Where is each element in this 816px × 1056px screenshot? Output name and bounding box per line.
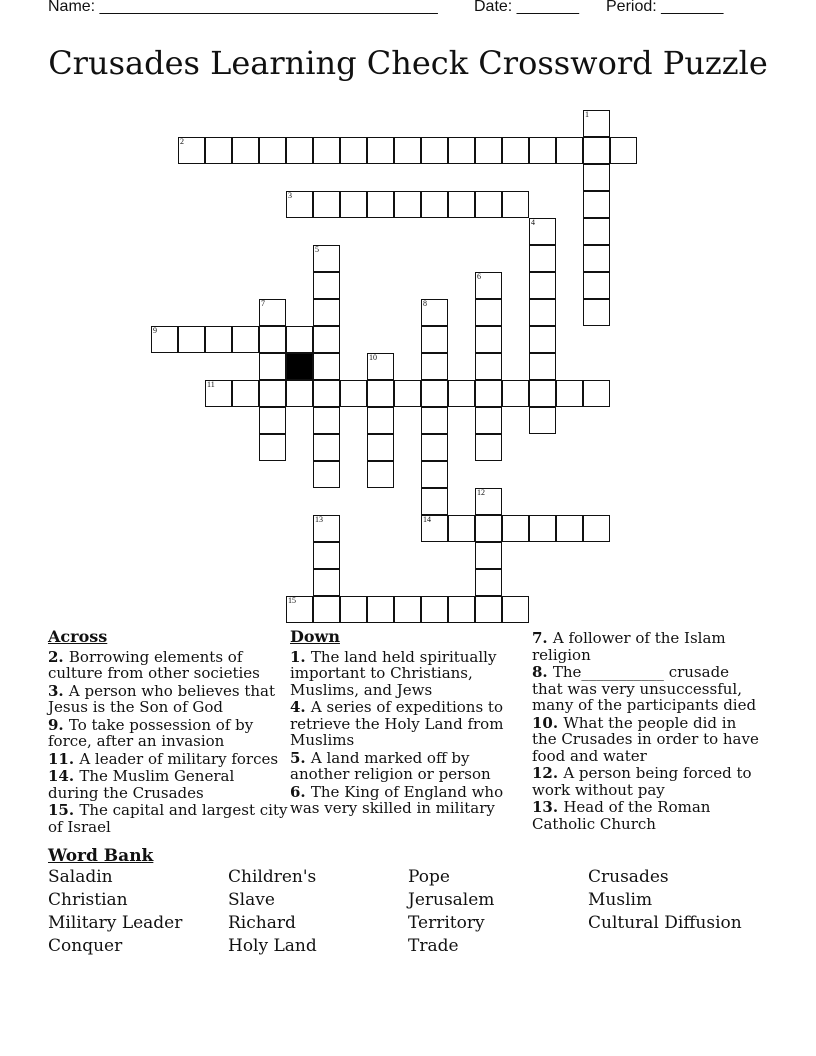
crossword-cell[interactable] <box>313 326 340 353</box>
crossword-cell[interactable] <box>475 299 502 326</box>
crossword-cell[interactable] <box>313 461 340 488</box>
clue-number: 3 <box>288 191 292 200</box>
crossword-cell[interactable] <box>205 137 232 164</box>
crossword-cell[interactable] <box>421 515 448 542</box>
clue-text: The Muslim General during the Crusades <box>48 767 235 802</box>
crossword-cell[interactable] <box>232 137 259 164</box>
clue-number: 8. <box>532 663 553 681</box>
crossword-cell[interactable] <box>394 596 421 623</box>
crossword-cell[interactable] <box>259 434 286 461</box>
word-bank-word: Muslim <box>588 890 653 910</box>
crossword-cell[interactable] <box>259 380 286 407</box>
crossword-cell[interactable] <box>259 299 286 326</box>
clue-item <box>48 768 288 801</box>
crossword-cell[interactable] <box>394 137 421 164</box>
clue-text: The___________ crusade that was very unsuccessful, many of the participants died <box>532 663 757 714</box>
crossword-cell[interactable] <box>502 380 529 407</box>
word-bank-word: Crusades <box>588 867 669 887</box>
crossword-cell[interactable] <box>529 218 556 245</box>
crossword-cell[interactable] <box>367 596 394 623</box>
crossword-cell[interactable] <box>367 407 394 434</box>
clue-text: A person being forced to work without pay <box>532 764 752 799</box>
clue-number: 10. <box>532 713 564 732</box>
crossword-cell[interactable] <box>529 380 556 407</box>
crossword-cell[interactable] <box>286 137 313 164</box>
crossword-cell[interactable] <box>313 542 340 569</box>
crossword-cell[interactable] <box>529 137 556 164</box>
crossword-cell[interactable] <box>421 299 448 326</box>
clue-number: 13 <box>315 515 323 524</box>
crossword-cell[interactable] <box>448 515 475 542</box>
crossword-cell[interactable] <box>475 596 502 623</box>
clue-number: 5. <box>290 748 311 767</box>
crossword-cell[interactable] <box>475 326 502 353</box>
clue-text: The land held spiritually important to Christians, Muslims, and Jews <box>290 647 497 699</box>
crossword-cell[interactable] <box>529 326 556 353</box>
clue-item <box>290 784 518 817</box>
clue-number: 1. <box>290 647 311 666</box>
clue-item <box>290 750 518 783</box>
crossword-cell[interactable] <box>259 326 286 353</box>
crossword-cell[interactable] <box>583 299 610 326</box>
crossword-cell[interactable] <box>313 515 340 542</box>
crossword-cell[interactable] <box>286 326 313 353</box>
clue-number: 2. <box>48 647 69 666</box>
crossword-cell[interactable] <box>529 245 556 272</box>
clue-text: Borrowing elements of culture from other societies <box>48 647 260 682</box>
clue-item <box>48 683 288 716</box>
crossword-cell[interactable] <box>178 326 205 353</box>
clue-text: The King of England who was very skilled in military <box>290 782 504 817</box>
crossword-cell[interactable] <box>583 191 610 218</box>
clue-text: The capital and largest city of Israel <box>48 801 288 836</box>
crossword-cell[interactable] <box>313 245 340 272</box>
clue-number: 11 <box>207 380 215 389</box>
crossword-cell[interactable] <box>421 137 448 164</box>
clue-number: 8 <box>423 299 427 308</box>
crossword-cell[interactable] <box>421 326 448 353</box>
clue-number: 12 <box>477 488 485 497</box>
crossword-cell[interactable] <box>475 191 502 218</box>
crossword-cell[interactable] <box>313 569 340 596</box>
crossword-cell[interactable] <box>340 137 367 164</box>
clue-text: A leader of military forces <box>79 749 279 768</box>
crossword-cell[interactable] <box>475 407 502 434</box>
crossword-cell[interactable] <box>367 191 394 218</box>
crossword-cell[interactable] <box>259 407 286 434</box>
down-clue-list <box>290 649 518 817</box>
crossword-cell[interactable] <box>313 353 340 380</box>
clue-number: 4 <box>531 218 535 227</box>
clue-text: A land marked off by another religion or person <box>290 748 491 783</box>
across-clue-list <box>48 649 288 836</box>
clue-number: 9. <box>48 715 69 734</box>
clue-item <box>532 799 762 832</box>
crossword-cell[interactable] <box>286 596 313 623</box>
clue-text: A series of expeditions to retrieve the Holy Land from Muslims <box>290 698 504 749</box>
crossword-cell[interactable] <box>475 434 502 461</box>
down-heading: Down <box>290 627 340 646</box>
clue-number: 6. <box>290 782 311 801</box>
clue-number: 1 <box>585 110 589 119</box>
crossword-cell[interactable] <box>529 515 556 542</box>
clue-item <box>532 715 762 765</box>
crossword-cell[interactable] <box>340 191 367 218</box>
word-bank <box>48 867 788 967</box>
clue-item <box>48 751 288 768</box>
crossword-cell[interactable] <box>475 272 502 299</box>
crossword-cell[interactable] <box>421 461 448 488</box>
crossword-cell[interactable] <box>475 515 502 542</box>
word-bank-word: Cultural Diffusion <box>588 913 742 933</box>
period-field-label[interactable]: Period: _______ <box>606 0 724 15</box>
crossword-cell[interactable] <box>475 542 502 569</box>
crossword-cell[interactable] <box>583 245 610 272</box>
crossword-cell[interactable] <box>610 137 637 164</box>
crossword-cell[interactable] <box>448 191 475 218</box>
clue-item <box>48 802 288 835</box>
clue-item <box>532 765 762 798</box>
crossword-cell[interactable] <box>421 380 448 407</box>
page-title: Crusades Learning Check Crossword Puzzle <box>48 44 768 82</box>
crossword-cell[interactable] <box>313 299 340 326</box>
clue-number: 10 <box>369 353 377 362</box>
crossword-cell[interactable] <box>367 380 394 407</box>
crossword-cell[interactable] <box>205 380 232 407</box>
across-clues <box>48 629 288 836</box>
down-clue-list-continued <box>532 630 762 832</box>
clue-number: 6 <box>477 272 481 281</box>
clue-number: 11. <box>48 749 80 768</box>
crossword-cell[interactable] <box>556 380 583 407</box>
crossword-cell[interactable] <box>502 596 529 623</box>
crossword-cell[interactable] <box>313 434 340 461</box>
word-bank-word: Conquer <box>48 936 123 956</box>
word-bank-word: Jerusalem <box>408 890 495 910</box>
crossword-cell[interactable] <box>259 353 286 380</box>
clue-number: 3. <box>48 681 69 700</box>
crossword-cell[interactable] <box>502 515 529 542</box>
crossword-cell[interactable] <box>448 380 475 407</box>
clue-number: 2 <box>180 137 184 146</box>
crossword-cell[interactable] <box>286 191 313 218</box>
crossword-cell[interactable] <box>421 407 448 434</box>
crossword-black-cell <box>286 353 313 380</box>
crossword-cell[interactable] <box>394 191 421 218</box>
crossword-cell[interactable] <box>151 326 178 353</box>
crossword-cell[interactable] <box>286 380 313 407</box>
clue-number: 7. <box>532 629 553 647</box>
clue-item <box>48 649 288 682</box>
crossword-cell[interactable] <box>367 434 394 461</box>
clue-number: 15 <box>288 596 296 605</box>
across-heading: Across <box>48 627 108 646</box>
crossword-cell[interactable] <box>583 380 610 407</box>
word-bank-word: Richard <box>228 913 296 933</box>
crossword-cell[interactable] <box>259 137 286 164</box>
word-bank-word: Saladin <box>48 867 113 887</box>
crossword-cell[interactable] <box>475 353 502 380</box>
crossword-cell[interactable] <box>502 137 529 164</box>
clue-number: 14 <box>423 515 431 524</box>
crossword-cell[interactable] <box>205 326 232 353</box>
word-bank-word: Slave <box>228 890 275 910</box>
date-field-label[interactable]: Date: _______ <box>474 0 579 15</box>
clue-item <box>532 664 762 714</box>
clue-text: A person who believes that Jesus is the Son of God <box>48 681 276 716</box>
clue-number: 14. <box>48 767 80 785</box>
clue-item <box>290 649 518 699</box>
crossword-cell[interactable] <box>502 191 529 218</box>
crossword-cell[interactable] <box>448 596 475 623</box>
crossword-cell[interactable] <box>313 407 340 434</box>
name-field-label[interactable]: Name: ______________________________________ <box>48 0 438 15</box>
crossword-cell[interactable] <box>421 353 448 380</box>
down-clues-continued <box>532 630 762 833</box>
crossword-cell[interactable] <box>448 137 475 164</box>
clue-item <box>532 630 762 663</box>
crossword-cell[interactable] <box>313 191 340 218</box>
clue-text: To take possession of by force, after an invasion <box>48 715 254 750</box>
crossword-cell[interactable] <box>529 353 556 380</box>
word-bank-word: Trade <box>408 936 459 956</box>
crossword-cell[interactable] <box>583 272 610 299</box>
clue-number: 4. <box>290 698 311 716</box>
clue-text: Head of the Roman Catholic Church <box>532 798 711 833</box>
word-bank-word: Children's <box>228 867 317 887</box>
crossword-cell[interactable] <box>583 218 610 245</box>
clue-number: 12. <box>532 764 564 782</box>
crossword-cell[interactable] <box>232 326 259 353</box>
clue-number: 5 <box>315 245 319 254</box>
crossword-cell[interactable] <box>313 596 340 623</box>
crossword-cell[interactable] <box>340 596 367 623</box>
word-bank-word: Holy Land <box>228 936 317 956</box>
crossword-cell[interactable] <box>178 137 205 164</box>
crossword-cell[interactable] <box>232 380 259 407</box>
crossword-cell[interactable] <box>583 164 610 191</box>
crossword-cell[interactable] <box>367 461 394 488</box>
clue-text: What the people did in the Crusades in order to have food and water <box>532 713 759 765</box>
crossword-cell[interactable] <box>367 353 394 380</box>
crossword-cell[interactable] <box>583 515 610 542</box>
crossword-cell[interactable] <box>421 488 448 515</box>
crossword-cell[interactable] <box>556 137 583 164</box>
clue-number: 9 <box>153 326 157 335</box>
crossword-cell[interactable] <box>313 272 340 299</box>
crossword-cell[interactable] <box>556 515 583 542</box>
clue-number: 7 <box>261 299 265 308</box>
clue-item <box>48 717 288 750</box>
crossword-cell[interactable] <box>529 272 556 299</box>
crossword-cell[interactable] <box>583 137 610 164</box>
crossword-cell[interactable] <box>313 137 340 164</box>
crossword-cell[interactable] <box>367 137 394 164</box>
word-bank-word: Pope <box>408 867 450 887</box>
crossword-cell[interactable] <box>394 380 421 407</box>
crossword-cell[interactable] <box>475 137 502 164</box>
word-bank-word: Territory <box>408 913 485 933</box>
crossword-cell[interactable] <box>421 434 448 461</box>
crossword-cell[interactable] <box>475 569 502 596</box>
clue-number: 13. <box>532 798 564 816</box>
crossword-cell[interactable] <box>529 299 556 326</box>
word-bank-word: Christian <box>48 890 128 910</box>
clue-number: 15. <box>48 801 80 819</box>
word-bank-title: Word Bank <box>48 846 154 866</box>
crossword-cell[interactable] <box>421 191 448 218</box>
clue-text: A follower of the Islam religion <box>532 629 726 664</box>
crossword-cell[interactable] <box>529 407 556 434</box>
crossword-cell[interactable] <box>313 380 340 407</box>
crossword-cell[interactable] <box>475 380 502 407</box>
word-bank-word: Military Leader <box>48 913 183 933</box>
clue-item <box>290 699 518 749</box>
down-clues <box>290 629 518 818</box>
crossword-cell[interactable] <box>475 488 502 515</box>
crossword-cell[interactable] <box>340 380 367 407</box>
crossword-cell[interactable] <box>583 110 610 137</box>
crossword-cell[interactable] <box>421 596 448 623</box>
